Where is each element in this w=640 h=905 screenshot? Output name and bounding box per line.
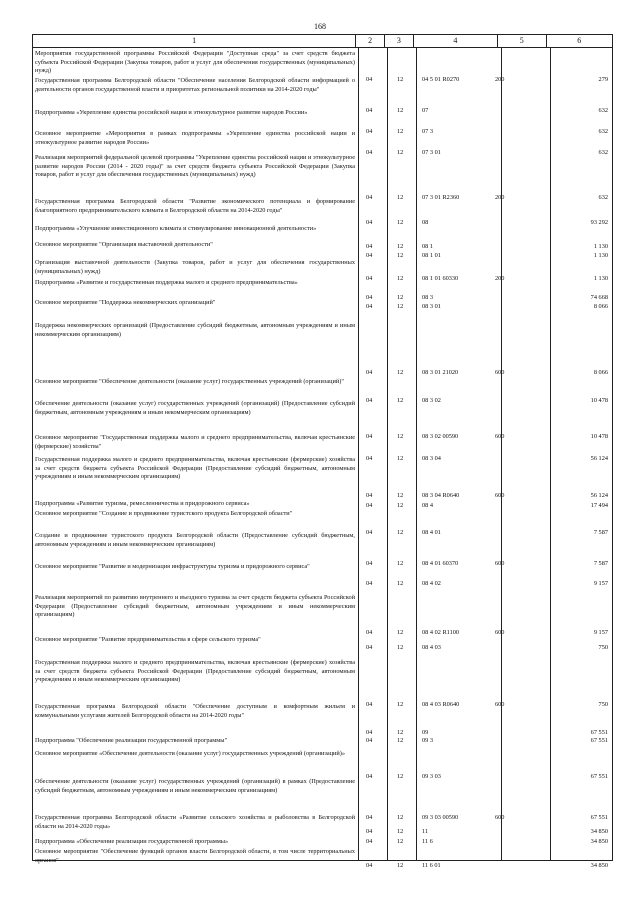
- row-subsection: 12: [397, 828, 404, 835]
- row-description: Обеспечение деятельности (оказание услуг) государственных учреждений (организаций) (Предоставление субсидий бюджетным, автономным учреждениям и иным некоммерческим организациям): [35, 400, 355, 416]
- row-section: 04: [366, 369, 373, 376]
- row-section: 04: [366, 252, 373, 259]
- row-amount: 17 494: [590, 502, 608, 509]
- row-amount: 56 124: [590, 455, 608, 462]
- row-target-article: 08 4 03: [422, 644, 441, 651]
- table-header: [33, 35, 612, 48]
- row-description: Создание и продвижение туристского продукта Белгородской области (Предоставление субсидий бюджетным, автономным учреждениям и иным некоммерческим организациям): [35, 532, 355, 548]
- row-description: Основное мероприятие «Мероприятия в рамках подпрограммы «Укрепление единства российской нации и этнокультурное развитие народов России»: [35, 130, 355, 146]
- row-target-article: 08 1: [422, 243, 434, 250]
- row-target-article: 08: [422, 219, 429, 226]
- header-col-3: 3: [384, 35, 413, 47]
- row-section: 04: [366, 502, 373, 509]
- row-target-article: 07 3 01: [422, 149, 441, 156]
- row-subsection: 12: [397, 529, 404, 536]
- row-expense-type: 200: [495, 194, 505, 201]
- row-description: Основное мероприятие "Развитие и модернизация инфраструктуры туризма и придорожного сервиса": [35, 563, 310, 570]
- row-target-article: 09 3 03: [422, 773, 441, 780]
- row-section: 04: [366, 862, 373, 869]
- row-amount: 67 551: [590, 773, 608, 780]
- row-subsection: 12: [397, 128, 404, 135]
- row-description: Реализация мероприятий федеральной целевой программы "Укрепление единства российской нации и этнокультурное развитие народов России (2014 - 2020 годы)" за счет средств бюджета субъекта Российской Федерации (Закупка товаров, работ и услуг для обеспечения государственных (муниципальных) нужд): [35, 154, 355, 179]
- row-target-article: 08 3 04 R0640: [422, 492, 460, 499]
- row-subsection: 12: [397, 149, 404, 156]
- row-amount: 9 157: [593, 629, 608, 636]
- row-section: 04: [366, 580, 373, 587]
- row-description: Обеспечение деятельности (оказание услуг) государственных учреждений (организаций) в рамках (Предоставление субсидий бюджетным, автономным учреждениям и иным некоммерческим организациям): [35, 778, 355, 794]
- row-target-article: 07 3: [422, 128, 434, 135]
- row-description: Государственная поддержка малого и среднего предпринимательства, включая крестьянские (фермерские) хозяйства за счет средств бюджета субъекта Российской Федерации (Предоставление субсидий бюджетным, автономным учреждениям и иным некоммерческим организациям): [35, 456, 355, 481]
- row-subsection: 12: [397, 773, 404, 780]
- row-description: Основное мероприятие "Обеспечение деятельности (оказание услуг) государственных учреждений (организаций)": [35, 378, 344, 385]
- row-amount: 7 587: [593, 529, 608, 536]
- row-subsection: 12: [397, 194, 404, 201]
- row-amount: 1 130: [593, 275, 608, 282]
- budget-table: [32, 34, 613, 869]
- row-subsection: 12: [397, 838, 404, 845]
- row-section: 04: [366, 107, 373, 114]
- row-description: Основное мероприятие "Развитие предпринимательства в сфере сельского туризма": [35, 636, 261, 643]
- row-description: Подпрограмма «Развитие туризма, ремесленничества и придорожного сервиса»: [35, 500, 250, 507]
- row-amount: 7 587: [593, 560, 608, 567]
- row-subsection: 12: [397, 294, 404, 301]
- row-target-article: 08 3 02: [422, 397, 441, 404]
- row-section: 04: [366, 737, 373, 744]
- row-target-article: 07 3 01 R2360: [422, 194, 460, 201]
- row-subsection: 12: [397, 397, 404, 404]
- row-section: 04: [366, 128, 373, 135]
- row-target-article: 08 3 04: [422, 455, 441, 462]
- row-subsection: 12: [397, 492, 404, 499]
- row-amount: 9 157: [593, 580, 608, 587]
- row-section: 04: [366, 814, 373, 821]
- row-target-article: 08 1 01: [422, 252, 441, 259]
- row-expense-type: 600: [495, 433, 505, 440]
- row-subsection: 12: [397, 629, 404, 636]
- row-target-article: 08 4 02 R1100: [422, 629, 460, 636]
- row-description: Подпрограмма «Укрепление единства российской нации и этнокультурное развитие народов России»: [35, 109, 308, 116]
- row-description: Государственная поддержка малого и среднего предпринимательства, включая крестьянские (фермерские) хозяйства за счет средств бюджета субъекта Российской Федерации (Предоставление субсидий бюджетным, автономным учреждениям и иным некоммерческим организациям): [35, 659, 355, 684]
- row-target-article: 08 3 02 00590: [422, 433, 459, 440]
- row-subsection: 12: [397, 455, 404, 462]
- row-description: Основное мероприятие "Государственная поддержка малого и среднего предпринимательства, включая крестьянские (фермерские) хозяйства": [35, 434, 355, 450]
- row-amount: 74 668: [590, 294, 608, 301]
- row-description: Государственная программа Белгородской области «Развитие сельского хозяйства и рыболовства в Белгородской области на 2014-2020 годы»: [35, 814, 355, 830]
- row-target-article: 09 3 03 00590: [422, 814, 459, 821]
- row-amount: 93 292: [590, 219, 608, 226]
- row-amount: 632: [598, 149, 608, 156]
- row-section: 04: [366, 828, 373, 835]
- row-description: Подпрограмма "Обеспечение реализации государственной программы": [35, 737, 228, 744]
- row-amount: 34 850: [590, 862, 608, 869]
- row-expense-type: 200: [495, 275, 505, 282]
- column-divider: [387, 48, 388, 860]
- row-target-article: 08 4 01: [422, 529, 441, 536]
- row-description: Основное мероприятие "Поддержка некоммерческих организаций": [35, 299, 216, 306]
- row-amount: 1 130: [593, 243, 608, 250]
- row-section: 04: [366, 773, 373, 780]
- row-subsection: 12: [397, 644, 404, 651]
- row-subsection: 12: [397, 303, 404, 310]
- column-divider: [416, 48, 417, 860]
- row-description: Государственная программа Белгородской области "Развитие экономического потенциала и формирование благоприятного предпринимательского климата в Белгородской области на 2014-2020 годы": [35, 198, 355, 214]
- row-section: 04: [366, 275, 373, 282]
- row-section: 04: [366, 243, 373, 250]
- row-amount: 8 066: [593, 369, 608, 376]
- row-subsection: 12: [397, 729, 404, 736]
- row-amount: 10 478: [590, 433, 608, 440]
- header-col-2: 2: [355, 35, 384, 47]
- row-description: Основное мероприятие «Обеспечение деятельности (оказание услуг) государственных учреждений (организаций)»: [35, 750, 346, 757]
- row-amount: 1 130: [593, 252, 608, 259]
- row-target-article: 11: [422, 828, 429, 835]
- row-section: 04: [366, 629, 373, 636]
- header-col-6: 6: [546, 35, 612, 47]
- row-amount: 34 850: [590, 828, 608, 835]
- row-section: 04: [366, 492, 373, 499]
- row-description: Государственная программа Белгородской области "Обеспечение доступным и комфортным жильем и коммунальными услугами жителей Белгородской области на 2014-2020 годы": [35, 703, 355, 719]
- column-divider: [358, 48, 359, 860]
- row-target-article: 08 3 01: [422, 303, 441, 310]
- row-section: 04: [366, 149, 373, 156]
- row-amount: 8 066: [593, 303, 608, 310]
- row-target-article: 08 4 02: [422, 580, 441, 587]
- row-target-article: 11 6 01: [422, 862, 441, 869]
- row-amount: 632: [598, 107, 608, 114]
- row-section: 04: [366, 529, 373, 536]
- row-subsection: 12: [397, 107, 404, 114]
- row-expense-type: 600: [495, 701, 505, 708]
- row-description: Государственная программа Белгородской области "Обеспечение населения Белгородской области информацией о деятельности органов государственной власти и приоритетах региональной политики на 2014-2020 годы": [35, 77, 355, 93]
- row-subsection: 12: [397, 369, 404, 376]
- row-description: Основное мероприятие "Обеспечение функций органов власти Белгородской области, в том числе территориальных органов": [35, 848, 355, 864]
- row-section: 04: [366, 838, 373, 845]
- row-subsection: 12: [397, 243, 404, 250]
- row-target-article: 08 4 03 R0640: [422, 701, 460, 708]
- row-amount: 67 551: [590, 814, 608, 821]
- row-amount: 750: [598, 644, 608, 651]
- row-expense-type: 600: [495, 560, 505, 567]
- row-description: Основное мероприятие "Организация выставочной деятельности": [35, 241, 213, 248]
- row-amount: 750: [598, 701, 608, 708]
- row-target-article: 08 1 01 60330: [422, 275, 459, 282]
- row-description: Подпрограмма «Улучшение инвестиционного климата и стимулирование инновационной деятельности»: [35, 225, 317, 232]
- row-expense-type: 200: [495, 76, 505, 83]
- row-section: 04: [366, 433, 373, 440]
- row-amount: 67 551: [590, 729, 608, 736]
- page-number: 168: [314, 22, 326, 31]
- row-expense-type: 600: [495, 629, 505, 636]
- row-description: Подпрограмма «Развитие и государственная поддержка малого и среднего предпринимательства»: [35, 279, 298, 286]
- row-subsection: 12: [397, 252, 404, 259]
- row-expense-type: 600: [495, 369, 505, 376]
- row-target-article: 08 3: [422, 294, 434, 301]
- row-description: Реализация мероприятий по развитию внутреннего и въездного туризма за счет средств бюджета субъекта Российской Федерации (Предоставление субсидий бюджетным, автономным учреждениям и иным некоммерческим организациям): [35, 594, 355, 619]
- row-target-article: 08 4 01 60370: [422, 560, 459, 567]
- header-col-1: 1: [192, 36, 197, 45]
- row-subsection: 12: [397, 275, 404, 282]
- row-amount: 56 124: [590, 492, 608, 499]
- row-amount: 279: [598, 76, 608, 83]
- row-amount: 34 850: [590, 838, 608, 845]
- row-subsection: 12: [397, 580, 404, 587]
- row-section: 04: [366, 219, 373, 226]
- row-expense-type: 600: [495, 492, 505, 499]
- row-description: Мероприятия государственной программы Российской Федерации "Доступная среда" за счет средств бюджета субъекта Российской Федерации (Закупка товаров, работ и услуг для обеспечения государственных (муниципальных) нужд): [35, 50, 355, 75]
- row-section: 04: [366, 397, 373, 404]
- row-target-article: 09 3: [422, 737, 434, 744]
- row-section: 04: [366, 560, 373, 567]
- row-subsection: 12: [397, 76, 404, 83]
- row-section: 04: [366, 729, 373, 736]
- row-subsection: 12: [397, 701, 404, 708]
- row-subsection: 12: [397, 862, 404, 869]
- row-amount: 632: [598, 128, 608, 135]
- row-section: 04: [366, 455, 373, 462]
- row-description: Организация выставочной деятельности (Закупка товаров, работ и услуг для обеспечения государственных (муниципальных) нужд): [35, 259, 355, 275]
- row-section: 04: [366, 644, 373, 651]
- row-target-article: 08 4: [422, 502, 434, 509]
- row-section: 04: [366, 194, 373, 201]
- row-subsection: 12: [397, 814, 404, 821]
- row-subsection: 12: [397, 737, 404, 744]
- header-col-4: 4: [413, 35, 497, 47]
- row-target-article: 09: [422, 729, 429, 736]
- row-subsection: 12: [397, 219, 404, 226]
- row-amount: 632: [598, 194, 608, 201]
- column-divider: [501, 48, 502, 860]
- row-section: 04: [366, 76, 373, 83]
- row-section: 04: [366, 701, 373, 708]
- row-target-article: 04 5 01 R0270: [422, 76, 460, 83]
- row-amount: 67 551: [590, 737, 608, 744]
- column-divider: [550, 48, 551, 860]
- row-expense-type: 600: [495, 814, 505, 821]
- row-target-article: 08 3 01 21020: [422, 369, 459, 376]
- row-target-article: 11 6: [422, 838, 433, 845]
- row-target-article: 07: [422, 107, 429, 114]
- row-description: Основное мероприятие "Создание и продвижение туристского продукта Белгородской области": [35, 510, 293, 517]
- table-body: [33, 48, 612, 869]
- row-description: Подпрограмма «Обеспечение реализации государственной программы»: [35, 838, 229, 845]
- row-subsection: 12: [397, 433, 404, 440]
- row-section: 04: [366, 294, 373, 301]
- row-section: 04: [366, 303, 373, 310]
- row-amount: 10 478: [590, 397, 608, 404]
- row-subsection: 12: [397, 502, 404, 509]
- row-subsection: 12: [397, 560, 404, 567]
- header-col-5: 5: [497, 35, 546, 47]
- row-description: Поддержка некоммерческих организаций (Предоставление субсидий бюджетным, автономным учреждениям и иным некоммерческим организациям): [35, 322, 355, 338]
